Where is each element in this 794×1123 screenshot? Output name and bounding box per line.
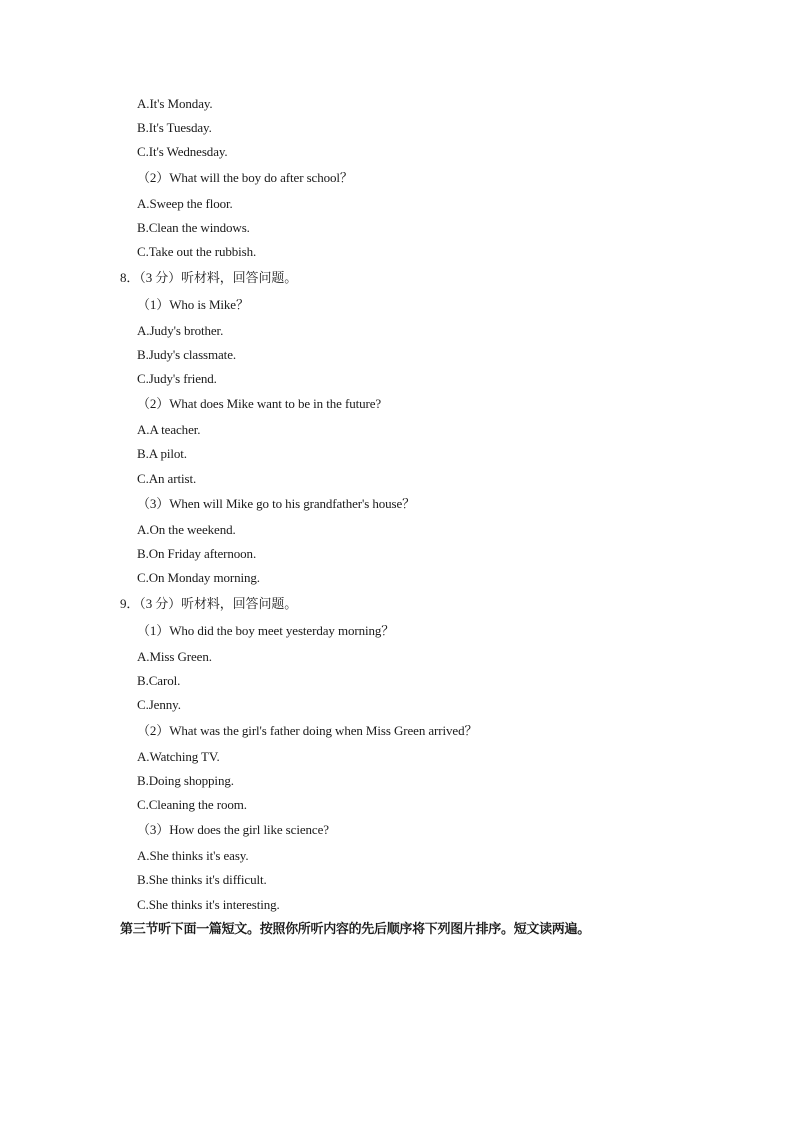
q8-part2-option-c: C.An artist. [137,471,197,486]
q9-part2-question: （2）What was the girl's father doing when Miss Green arrived？ [137,723,478,738]
section3-heading: 第三节听下面一篇短文。按照你所听内容的先后顺序将下列图片排序。短文读两遍。 [120,922,590,937]
q9-part1-option-b: B.Carol. [137,673,181,688]
q7-part1-option-a: A.It's Monday. [137,96,213,111]
q8-part3-question: （3）When will Mike go to his grandfather's house？ [137,496,416,511]
q9-part3-option-c: C.She thinks it's interesting. [137,897,280,912]
q7-part2-option-a: A.Sweep the floor. [137,196,233,211]
q9-part2-option-a: A.Watching TV. [137,749,220,764]
q9-part1-option-a: A.Miss Green. [137,649,212,664]
q8-part3-option-b: B.On Friday afternoon. [137,546,257,561]
q9-part2-option-b: B.Doing shopping. [137,773,234,788]
q8-part2-option-b: B.A pilot. [137,446,187,461]
q7-part1-option-b: B.It's Tuesday. [137,120,212,135]
q8-part3-option-c: C.On Monday morning. [137,570,260,585]
q8-part1-option-c: C.Judy's friend. [137,371,217,386]
q7-part2-option-b: B.Clean the windows. [137,220,250,235]
q8-part2-option-a: A.A teacher. [137,422,201,437]
q7-part1-option-c: C.It's Wednesday. [137,144,228,159]
q8-part2-question: （2）What does Mike want to be in the future? [137,396,382,411]
q8-part1-option-b: B.Judy's classmate. [137,347,237,362]
q7-part2-option-c: C.Take out the rubbish. [137,244,257,259]
q9-part1-option-c: C.Jenny. [137,697,181,712]
q9-heading: 9．（3 分）听材料，回答问题。 [120,596,298,611]
q8-part1-option-a: A.Judy's brother. [137,323,224,338]
q9-part3-question: （3）How does the girl like science? [137,822,329,837]
q7-part2-question: （2）What will the boy do after school？ [137,170,353,185]
q8-part1-question: （1）Who is Mike？ [137,297,249,312]
q9-part3-option-a: A.She thinks it's easy. [137,848,249,863]
q8-part3-option-a: A.On the weekend. [137,522,236,537]
q9-part2-option-c: C.Cleaning the room. [137,797,247,812]
q9-part1-question: （1）Who did the boy meet yesterday morning？ [137,623,395,638]
q8-heading: 8．（3 分）听材料，回答问题。 [120,270,298,285]
q9-part3-option-b: B.She thinks it's difficult. [137,872,267,887]
